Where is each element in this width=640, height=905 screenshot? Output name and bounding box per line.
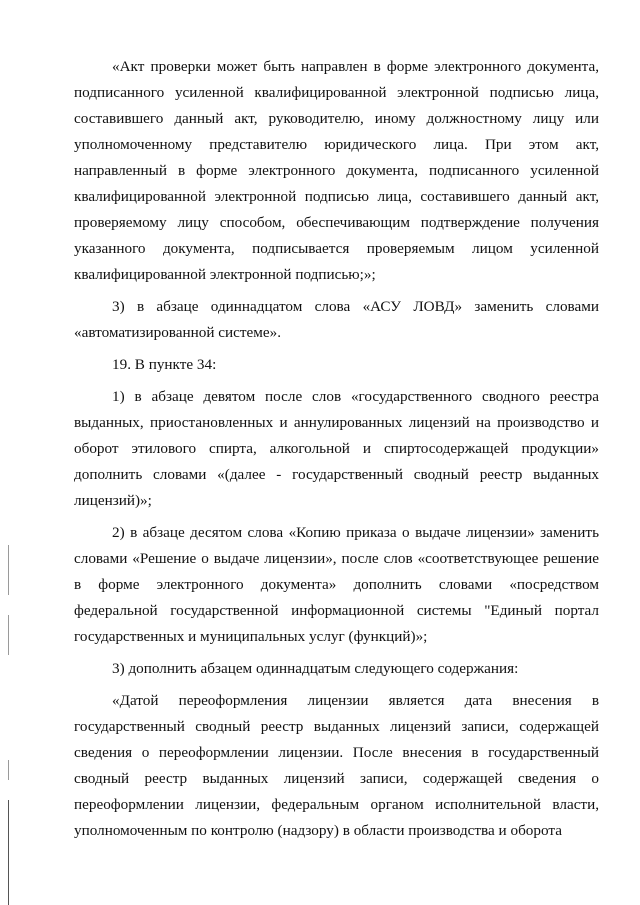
- paragraph-reissue-date: «Датой переоформления лицензии является дата внесения в государственный сводный реестр выданных лицензий записи, содержащей сведения о переоформлении лицензии. После внесения в государственный сводный реестр выданных лицензий записи, содержащей сведения о переоформлении лицензии, федеральным органом исполнительной власти, уполномоченным по контролю (надзору) в области производства и оборота: [74, 692, 599, 839]
- scan-margin-line: [8, 545, 9, 595]
- document-body: [74, 54, 599, 850]
- paragraph-item-2-tenth-abzac: 2) в абзаце десятом слова «Копию приказа о выдаче лицензии» заменить словами «Решение о выдаче лицензии», после слов «соответствующее решение в форме электронного документа» дополнить словами «посредством федеральной государственной информационной системы "Единый портал государственных и муниципальных услуг (функций)»;: [74, 524, 599, 645]
- paragraph-item-3-asu-lovd: 3) в абзаце одиннадцатом слова «АСУ ЛОВД» заменить словами «автоматизированной системе».: [74, 298, 599, 341]
- scan-margin-line: [8, 800, 9, 905]
- paragraph-item-1-ninth-abzac: 1) в абзаце девятом после слов «государственного сводного реестра выданных, приостановленных и аннулированных лицензий на производство и оборот этилового спирта, алкогольной и спиртосодержащей продукции» дополнить словами «(далее - государственный сводный реестр выданных лицензий)»;: [74, 388, 599, 509]
- paragraph-item-3-eleventh-abzac: 3) дополнить абзацем одиннадцатым следующего содержания:: [112, 660, 519, 677]
- scan-margin-line: [8, 760, 9, 780]
- scan-margin-line: [8, 615, 9, 655]
- paragraph-act-electronic-form: «Акт проверки может быть направлен в форме электронного документа, подписанного усиленной квалифицированной электронной подписью лица, составившего данный акт, руководителю, иному должностному лицу или уполномоченному представителю юридического лица. При этом акт, направленный в форме электронного документа, подписанного усиленной квалифицированной электронной подписью лица, составившего данный акт, проверяемому лицу способом, обеспечивающим подтверждение получения указанного документа, подписывается проверяемым лицом усиленной квалифицированной электронной подписью;»;: [74, 58, 599, 283]
- paragraph-point-19: 19. В пункте 34:: [112, 356, 217, 373]
